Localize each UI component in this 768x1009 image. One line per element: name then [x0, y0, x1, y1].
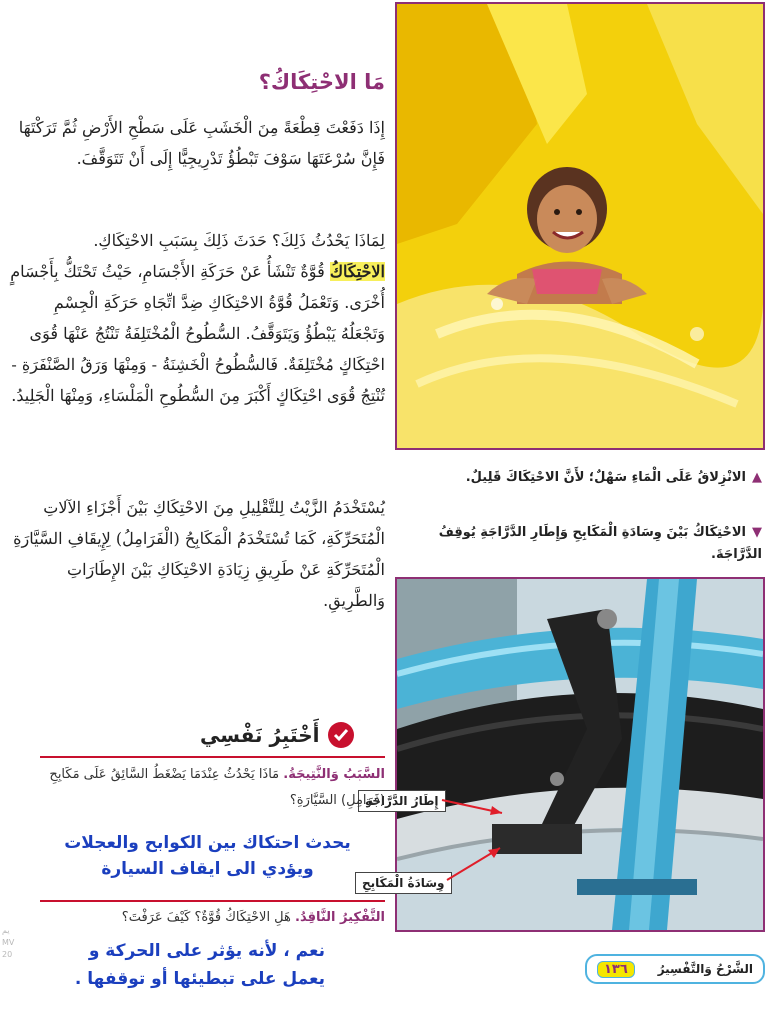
margin-mark: يم MV 20: [2, 926, 15, 959]
footer-section-tab: [585, 954, 765, 984]
quiz-divider-bottom: [40, 900, 385, 902]
triangle-down-icon: ▼: [752, 525, 762, 540]
water-slide-illustration: [397, 4, 763, 448]
triangle-up-icon: ▲: [752, 470, 762, 485]
quiz-header: [200, 720, 380, 750]
quiz-divider-top: [40, 756, 385, 758]
question-critical-thinking: [40, 905, 385, 931]
footer-section-label: الشَّرْحُ وَالتَّفْسِيرُ: [657, 962, 753, 976]
answer-cause-effect-line1: يحدث احتكاك بين الكوابح والعجلات: [64, 833, 351, 853]
checkmark-icon: [328, 722, 354, 748]
answer-critical-thinking-line1: نعم ، لأنه يؤثر على الحركة و: [88, 941, 325, 961]
water-slide-photo: [395, 2, 765, 450]
slide-caption: ▲الانْزِلاقُ عَلَى الْمَاءِ سَهْلٌ؛ لأَنَّ الاحْتِكَاكَ قَلِيلٌ.: [465, 470, 762, 485]
question-cause-effect-label: السَّبَبُ وَالنَّتِيجَةُ.: [283, 767, 385, 782]
paragraph-definition: [10, 225, 385, 411]
paragraph-definition-body: قُوَّةٌ تَنْشَأُ عَنْ حَرَكَةِ الأَجْسَامِ، حَيْثُ تَحْتَكُّ بِأَجْسَامٍ أُخْرَى. وَتَعْمَلُ قُوَّةُ الاحْتِكَاكِ ضِدَّ اتِّجَاهِ حَرَكَةِ الْجِسْمِ وَتَجْعَلُهُ يَبْطُؤُ وَيَتَوَقَّفُ. السُّطُوحُ الْمُخْتَلِفَةُ تَنْتُجُ عَنْهَا قُوَى احْتِكَاكٍ مُخْتَلِفَةٌ. فَالسُّطُوحُ الْخَشِنَةُ - وَمِنْهَا وَرَقُ الصَّنْفَرَةِ - تُنْتِجُ قُوَى احْتِكَاكٍ أَكْبَرَ مِنَ السُّطُوحِ الْمَلْسَاءِ، وَمِنْهَا الْجَلِيدُ.: [10, 262, 385, 405]
page-number: ١٣٦: [597, 961, 635, 978]
tire-pointer-arrow: [440, 795, 510, 820]
question-critical-thinking-label: التَّفْكِيرُ النَّاقِدُ.: [295, 910, 385, 925]
tire-callout: إِطَارُ الدَّرَّاجَةِ: [358, 790, 446, 812]
paragraph-definition-lead: لِمَاذَا يَحْدُثُ ذَلِكَ؟ حَدَثَ ذَلِكَ بِسَبَبِ الاحْتِكَاكِ.: [93, 231, 385, 250]
section-heading: مَا الاحْتِكَاكُ؟: [258, 70, 385, 94]
answer-cause-effect: [35, 830, 380, 882]
quiz-title: أَخْتَبِرُ نَفْسِي: [200, 723, 320, 747]
pad-pointer-arrow: [445, 840, 515, 885]
answer-critical-thinking-line2: يعمل على تبطيئها أو توقفها .: [74, 969, 325, 989]
friction-term: الاحْتِكَاكُ: [329, 262, 385, 281]
answer-cause-effect-line2: ويؤدي الى ايقاف السيارة: [101, 859, 314, 879]
question-cause-effect-text: مَاذَا يَحْدُثُ عِنْدَمَا يَضْغَطُ السَّائِقُ عَلَى مَكَابِحِ (فَرَامِلِ) السَّيَّارَةِ؟: [49, 767, 385, 808]
question-cause-effect: [40, 762, 385, 814]
brake-caption: ▼الاحْتِكَاكُ بَيْنَ وِسَادَةِ الْمَكَابِحِ وَإِطَارِ الدَّرَّاجَةِ يُوقِفُ الدَّرَّاجَةَ.: [438, 525, 762, 562]
paragraph-applications: يُسْتَخْدَمُ الزَّيْتُ لِلتَّقْلِيلِ مِنَ الاحْتِكَاكِ بَيْنَ أَجْزَاءِ الآلاتِ الْمُتَحَرِّكَةِ، كَمَا تُسْتَخْدَمُ الْمَكَابِحُ (الْفَرَامِلُ) لِإِيقَافِ السَّيَّارَةِ الْمُتَحَرِّكَةِ عَنْ طَرِيقِ زِيَادَةِ الاحْتِكَاكِ بَيْنَ الإِطَارَاتِ وَالطَّرِيقِ.: [13, 498, 385, 610]
brake-pad-callout: وِسَادَةُ الْمَكَابِحِ: [355, 872, 452, 894]
question-critical-thinking-text: هَلِ الاحْتِكَاكُ قُوَّةٌ؟ كَيْفَ عَرَفْتَ؟: [121, 910, 291, 925]
paragraph-intro: إِذَا دَفَعْتَ قِطْعَةً مِنَ الْخَشَبِ عَلَى سَطْحِ الأَرْضِ ثُمَّ تَرَكْتَهَا فَإِنَّ سُرْعَتَهَا سَوْفَ تَبْطُؤُ تَدْرِيجِيًّا إِلَى أَنْ تَتَوَقَّفَ.: [18, 118, 385, 168]
answer-critical-thinking: [20, 937, 325, 993]
